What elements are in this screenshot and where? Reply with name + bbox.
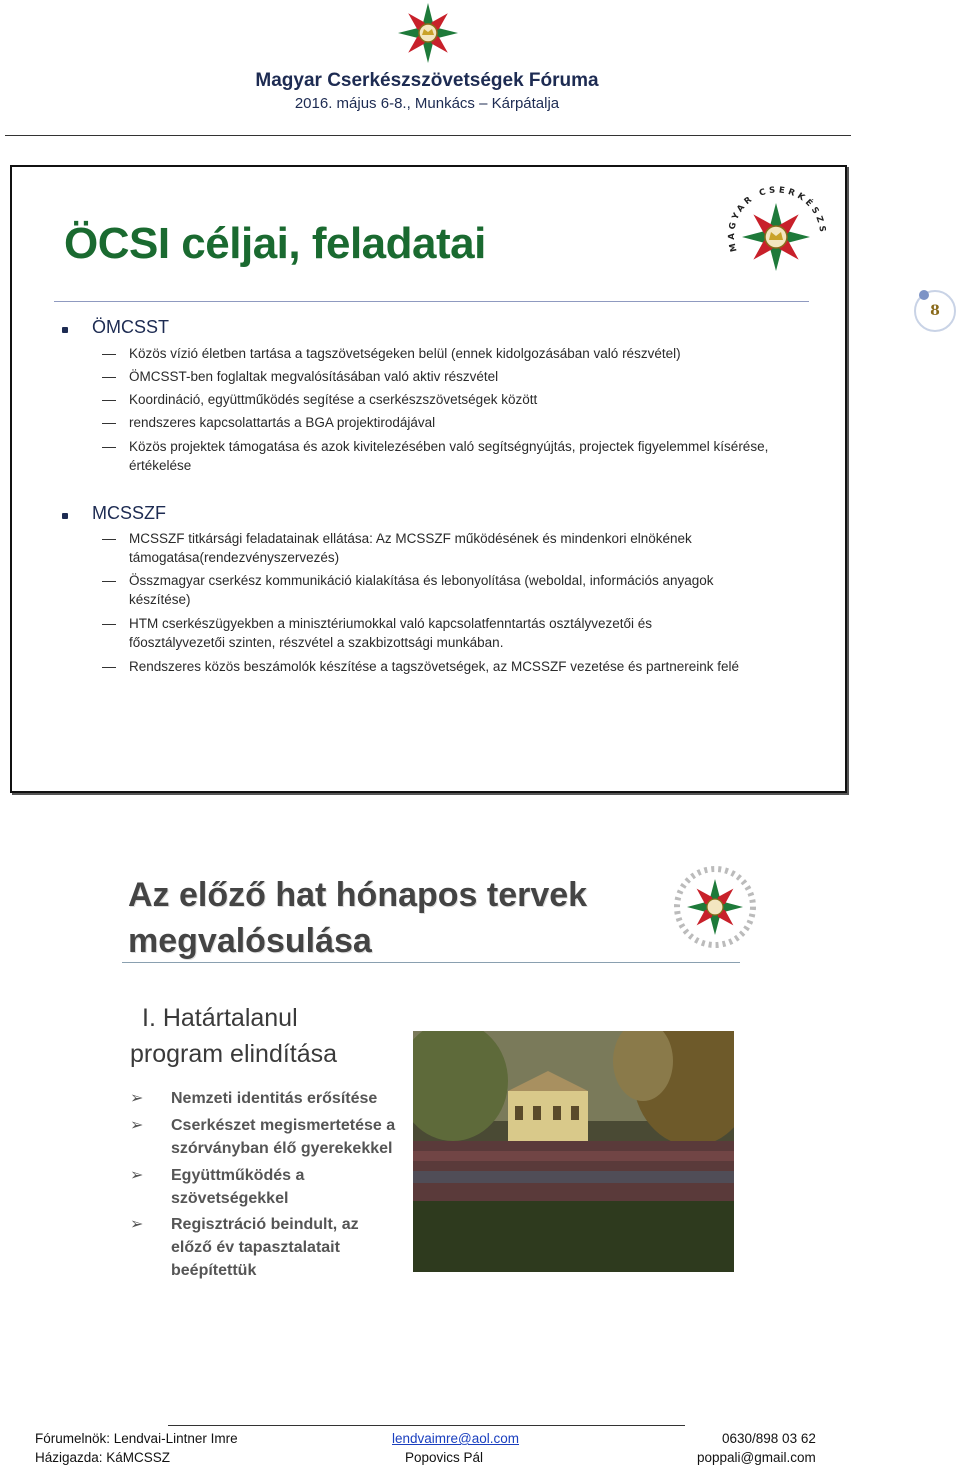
footer-divider	[168, 1425, 685, 1426]
slide2-list-item: Nemzeti identitás erősítése	[171, 1090, 378, 1107]
footer-host-email: poppali@gmail.com	[697, 1450, 816, 1465]
header-divider	[5, 135, 851, 136]
header-subtitle: 2016. május 6-8., Munkács – Kárpátalja	[294, 95, 560, 112]
section-heading-mcsszf: MCSSZF	[92, 503, 166, 523]
slide-ocsi-goals	[10, 165, 847, 793]
list-item: MCSSZF titkársági feladatainak ellátása: Az MCSSZF működésének és mindenkori elnökének támogatása(rendezvényszervezés)	[129, 531, 692, 565]
slide-title: ÖCSI céljai, feladatai	[64, 219, 486, 268]
footer-president: Fórumelnök: Lendvai-Lintner Imre	[35, 1431, 238, 1446]
list-item: Összmagyar cserkész kommunikáció kialakítása és lebonyolítása (weboldal, információs anyagok készítése)	[129, 573, 714, 607]
dash-marker	[102, 581, 116, 582]
dash-marker	[102, 400, 116, 401]
list-item: Rendszeres közös beszámolók készítése a tagszövetségek, az MCSSZF vezetése és partnereink felé	[129, 659, 740, 674]
checkmark-arrow-icon: ➢	[130, 1216, 144, 1233]
header-title: Magyar Cserkészszövetségek Fóruma	[255, 70, 599, 91]
section-heading-omcsst: ÖMCSST	[92, 317, 170, 337]
list-item: Közös vízió életben tartása a tagszövetségeken belül (ennek kidolgozásában való részvétel)	[129, 346, 681, 361]
list-item: Koordináció, együttműködés segítése a cserkészszövetségek között	[129, 392, 538, 407]
slide2-subtitle-line1: I. Határtalanul	[142, 1004, 298, 1032]
checkmark-arrow-icon: ➢	[130, 1090, 144, 1107]
slide2-divider	[122, 962, 740, 963]
group-photo	[413, 1031, 734, 1272]
slide2-subtitle-line2: program elindítása	[130, 1040, 338, 1068]
list-item: rendszeres kapcsolattartás a BGA projektirodájával	[129, 415, 436, 430]
footer-phone: 0630/898 03 62	[722, 1431, 816, 1446]
bullet-point	[62, 513, 68, 519]
page-number-dot	[919, 290, 929, 300]
footer-host-contact: Popovics Pál	[405, 1450, 484, 1465]
dash-marker	[102, 624, 116, 625]
slide2-title-line1: Az előző hat hónapos tervek	[128, 876, 588, 914]
logo-ring-text: MAGYAR CSERKÉSZS	[727, 185, 828, 253]
dash-marker	[102, 667, 116, 668]
slide2-title-line2: megvalósulása	[128, 922, 372, 960]
slide2-title	[128, 872, 587, 964]
slide2-list-item: Együttműködés a szövetségekkel	[171, 1167, 305, 1207]
bullet-point	[62, 327, 68, 333]
slide2-list-item: Regisztráció beindult, az előző év tapasztalatait beépítettük	[171, 1216, 359, 1279]
dash-marker	[102, 354, 116, 355]
slide-title-divider	[54, 301, 809, 302]
slide2-list-item: Cserkészet megismertetése a szórványban élő gyerekekkel	[171, 1117, 396, 1157]
list-item: ÖMCSST-ben foglaltak megvalósításában való aktiv részvétel	[129, 369, 499, 384]
page-number-badge: 8	[914, 290, 956, 332]
forum-emblem-header	[395, 0, 461, 66]
footer-host: Házigazda: KáMCSSZ	[35, 1450, 171, 1465]
list-item: HTM cserkészügyekben a minisztériumokkal való kapcsolatfenntartás osztályvezetői és főosztályvezetői szinten, részvétel a szakbizottsági munkában.	[129, 616, 652, 650]
dash-marker	[102, 423, 116, 424]
footer-email-link[interactable]: lendvaimre@aol.com	[392, 1431, 520, 1446]
slide2-subtitle	[130, 1000, 337, 1072]
list-item: Közös projektek támogatása és azok kivitelezésében való segítségnyújtás, projectek figyelemmel kísérése, értékelése	[129, 439, 769, 473]
forum-logo-small	[670, 862, 760, 948]
checkmark-arrow-icon: ➢	[130, 1167, 144, 1184]
forum-logo	[720, 181, 834, 291]
dash-marker	[102, 377, 116, 378]
dash-marker	[102, 539, 116, 540]
checkmark-arrow-icon: ➢	[130, 1117, 144, 1134]
dash-marker	[102, 447, 116, 448]
